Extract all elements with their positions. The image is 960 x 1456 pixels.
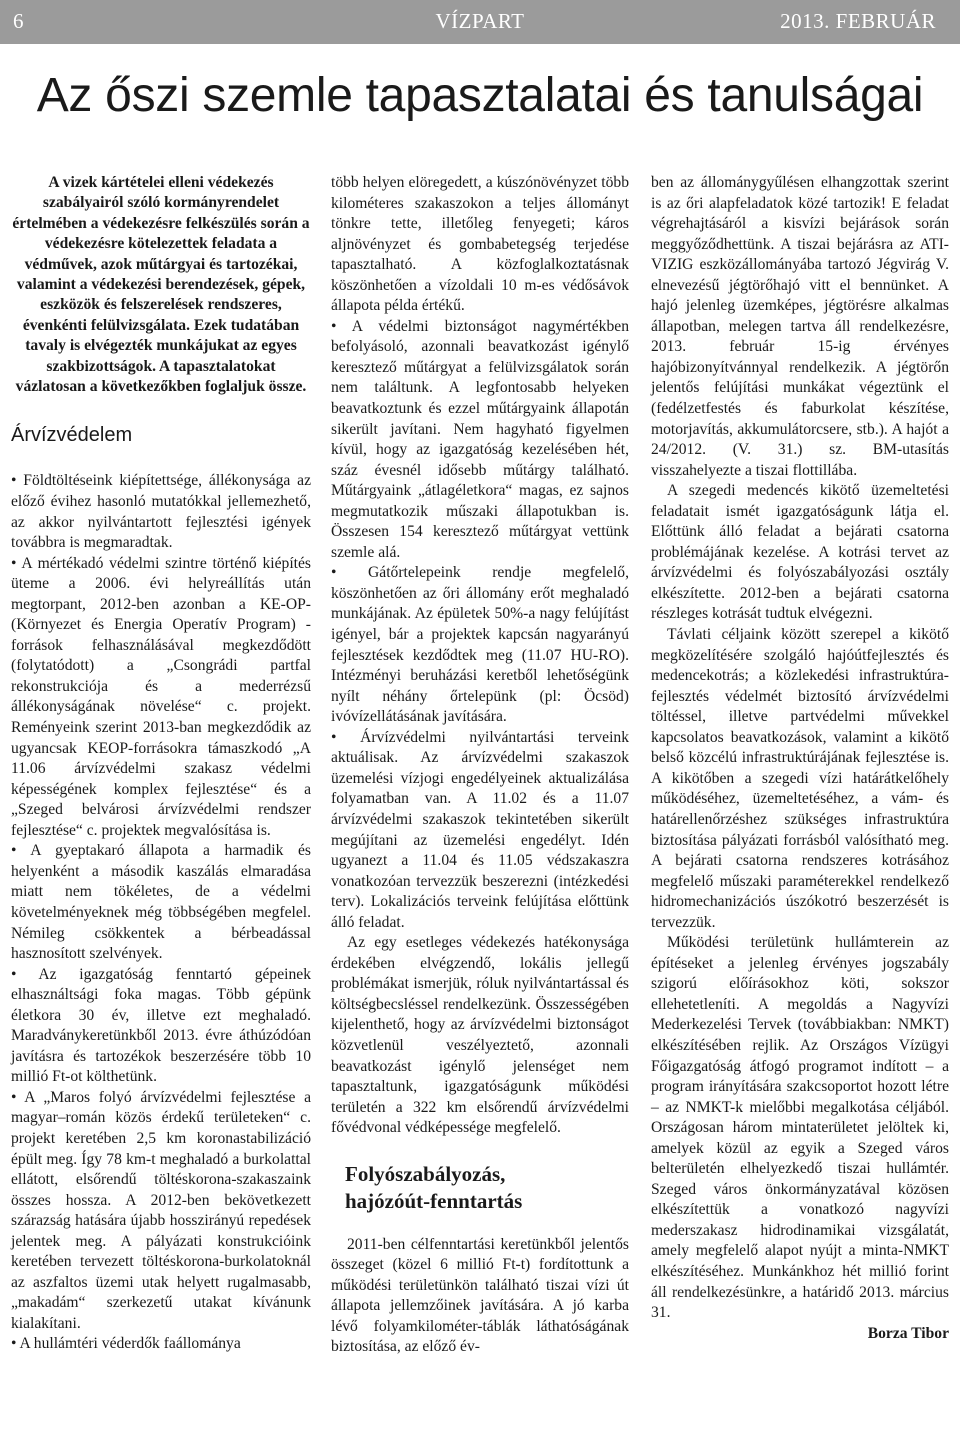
paragraph: több helyen elöregedett, a kúszónövényzet több kilométeres szakaszokon a teljes állományt tönkre tette, illetőleg fenyegeti; káros aljnövényzet és gombabetegség terjedése tapasztalható. A közfoglalkoztatásnak köszönhetően a vízoldali 10 m-es védősávok állapota példa értékű. — [331, 174, 629, 315]
page-header-bar — [0, 0, 960, 44]
page-number: 6 — [13, 9, 24, 33]
paragraph: Működési területünk hullámterein az építéseket a jelenleg érvényes jogszabály szigorú előírásokhoz köti, sokszor ellehetetleníti. A megoldás a Nagyvízi Mederkezelési Tervek (továbbiakban: NMKT) elkészítésében rejlik. Az Országos Vízügyi Főigazgatóság átfogó programot indított – a program irányítására szakcsoportot hozott létre – az NMKT-k mielőbbi megalkotása céljából. Országosan három mintaterületet jelöltek ki, amelyek közül az egyik a Szeged város belterületén elhelyezkedő tiszai hullámtér. Szeged város önkormányzatával közösen elkészítettük a vonatkozó nagyvízi mederszakasz hidrodinamikai vizsgálatát, amely megfelelő alapot nyújt a minta-NMKT elkészítéséhez. Munkánkhoz hét millió forint áll rendelkezésünkre, a határidő 2013. március 31. — [651, 934, 949, 1322]
section-heading-line: hajózóút-fenntartás — [345, 1188, 523, 1213]
paragraph: ben az állománygyűlésen elhangzottak szerint is az őri alapfeladatok közé tartozik! E feladat végrehajtásáról a kisvízi bejárások során meggyőződhettünk. A tiszai bejárásra az ATI-VIZIG eszközállományába tartozó Jégvirág V. elnevezésű jégtörőhajó vitt el bennünket. A hajó jelenleg üzemképes, jégtörésre alkalmas állapotban, melegen tartva áll rendelkezésre, 2013. február 15-ig érvényes hajóbizonyítvánnyal rendelkezik. A jégtörőn jelentős felújítási munkákat végeztünk el (fedélzetfestés és faburkolat készítése, motorjavítás, akkumulátorcsere, stb.). A hajót a 24/2012. (V. 31.) sz. BM-utasítás visszahelyezte a tiszai flottillába. — [651, 174, 949, 479]
column-3 — [651, 173, 949, 1344]
issue-date: 2013. FEBRUÁR — [780, 9, 936, 33]
paragraph: • A védelmi biztonságot nagymértékben befolyásoló, azonnali beavatkozást igénylő keresztező műtárgyat a felülvizsgálatok során nem találtunk. A legfontosabb helyeken beavatkoztunk és ezzel műtárgyaink állapotán sikerült javítani. Nem hagyható figyelmen kívül, hogy az igazgatóság kezelésében hét, száz évesnél idősebb műtárgy található. Műtárgyaink „átlagéletkora“ magas, ez sajnos megmutatkozik műszaki állapotukban is. Összesen 154 keresztező műtárgyat vettünk szemle alá. — [331, 317, 629, 561]
paragraph: • A hullámtéri véderdők faállománya — [11, 1335, 241, 1353]
paragraph: • A mértékadó védelmi szintre történő kiépítés üteme a 2006. évi helyreállítás után megtorpant, 2012-ben azonban a KE-OP- (Környezet és Energia Operatív Program) -források felhasználásával megkezdődött (folytatódott) a „Csongrádi partfal rekonstrukciója és a mederrézsű állékonyságának növelése“ c. projekt. Reményeink szerint 2013-ban megkezdődik az ugyancsak KEOP-forrásokra támaszkodó „A 11.06 árvízvédelmi szakasz védelmi képességének komplex fejlesztése“ és a „Szeged belvárosi árvízvédelmi rendszer fejlesztése“ c. projektek megvalósítása is. — [11, 554, 311, 839]
paragraph: 2011-ben célfenntartási keretünkből jelentős összeget (közel 6 millió Ft-t) fordítottunk a működési területünkön található tiszai vízi út állapota jellemzőinek javítására. A jó karba lévő folyamkilométer-táblák láthatóságának biztosítása, az előző év- — [331, 1235, 629, 1356]
article-title: Az őszi szemle tapasztalatai és tanulságai — [36, 69, 924, 122]
paragraph: A szegedi medencés kikötő üzemeltetési feladatait ismét igazgatóságunk látja el. Előttünk álló feladat a bejárati csatorna problémájának kezelése. A kotrási tervet az árvízvédelmi és folyószabályozási osztály elkészítette. 2012-ben a bejárati csatorna részleges kotrását tudtuk elvégezni. — [651, 482, 949, 623]
paragraph: • A „Maros folyó árvízvédelmi fejlesztése a magyar–román közös érdekű területeken“ c. projekt keretében 2,5 km koronastabilizáció épült meg. Így 78 km-t meghaladó a burkolattal ellátott, elsőrendű töltéskorona-szakaszaink összes hossza. A 2012-ben bekövetkezett szárazság hatására újabb hosszirányú repedések jelentek meg. A pályázati konstrukcióink keretében tervezett töltéskorona-burkolatoknál az aszfaltos üzemi utak helyett rugalmasabb, „makadám“ szerkezetű utakat kívánunk kialakítani. — [11, 1088, 311, 1332]
paragraph: • Gátőrtelepeink rendje megfelelő, köszönhetően az őri állomány erőt meghaladó munkájának. Az épületek 50%-a nagy felújítást igényel, bár a projektek kapcsán nagyarányú fejlesztések kezdődtek meg (11.07 HU-RO). Intézményi beruházási keretből lehetőségünk nyílt néhány őrtelepünk (pl: Öcsöd) ivóvízellátásának javítására. — [331, 564, 629, 726]
publication-name: VÍZPART — [435, 9, 525, 33]
section-heading-arvizvedelem: Árvízvédelem — [11, 424, 133, 447]
paragraph: • Árvízvédelmi nyilvántartási terveink aktuálisak. Az árvízvédelmi szakaszok üzemelési vízjogi engedélyeinek aktualizálása folyamatban van. A 11.02 és a 11.07 árvízvédelmi szakaszok tekintetében sikerült megújítani az üzemelési engedélyt. Idén ugyanezt a 11.04 és 11.05 védszakaszra vonatkozóan tervezzük beszerezni (intézkedési terv). Lokalizációs terveink felújítása előttünk álló feladat. — [331, 728, 629, 931]
author-signature: Borza Tibor — [867, 1324, 949, 1342]
article-lead: A vizek kártételei elleni védekezés szabályairól szóló kormányrendelet értelmében a védekezésre felkészülés során a védekezésre kötelezettek feladata a védművek, azok műtárgyai és tartozékai, valamint a védekezési berendezések, gépek, eszközök és felszerelések rendszeres, évenkénti felülvizsgálata. Ezek tudatában tavaly is elvégezték munkájukat az egyes szakbizottságok. A tapasztalatokat vázlatosan a következőkben foglaljuk össze. — [12, 174, 310, 396]
section-heading-line: Folyószabályozás, — [345, 1161, 506, 1186]
section-heading-folyoszabalyozas — [345, 1161, 629, 1215]
paragraph: • Földtöltéseink kiépítettsége, állékonysága az előző évihez hasonló mutatókkal jellemezhető, az akkor nyilvántartott fejlesztési igények továbbra is megmaradtak. — [11, 472, 311, 552]
paragraph: • A gyeptakaró állapota a harmadik és helyenként a második kaszálás elmaradása miatt nem tökéletes, de a védelmi követelményeknek még többségében megfelel. Némileg csökkentek a bérbeadással hasznosított szelvények. — [11, 842, 311, 963]
paragraph: Az egy esetleges védekezés hatékonysága érdekében elvégzendő, lokális jellegű problémákat ismerjük, róluk nyilvántartással és költségbecsléssel rendelkezünk. Összességében kijelenthető, hogy az árvízvédelmi biztonságot közvetlenül veszélyeztető, azonnali beavatkozást igénylő jelenséget nem tapasztaltunk, igazgatóságunk működési területén a 322 km elsőrendű árvízvédelmi fővédvonal védképessége megfelelő. — [331, 934, 629, 1137]
paragraph: Távlati céljaink között szerepel a kikötő megközelítésére szolgáló hajóútfejlesztés és medencekotrás; a közlekedési infrastruktúra-fejlesztés védelmét biztosító árvízvédelmi töltéssel, illetve partvédelmi művekkel kapcsolatos beavatkozások, valamint a kikötő belső közcélú infrastruktúrájának fejlesztése is. A kikötőben a szegedi vízi határátkelőhely működéséhez, üzemeltetéséhez, a vám- és határellenőrzéshez szükséges infrastruktúra biztosítása pályázati forrásból valósítható meg. A bejárati csatorna rendszeres kotrásához megfelelő műszaki paraméterekkel rendelkező hidromechanizációs úszókotró beszerzését is tervezzük. — [651, 626, 949, 931]
paragraph: • Az igazgatóság fenntartó gépeinek elhasználtsági foka magas. Több gépünk életkora 30 év, illetve ezt meghaladó. Maradványkeretünkből 2013. évre áthúzódóan javításra és tartozékok beszerzésére több 10 millió Ft-ot költhetünk. — [11, 965, 311, 1086]
column-1 — [11, 173, 311, 1355]
column-2 — [331, 173, 629, 1358]
